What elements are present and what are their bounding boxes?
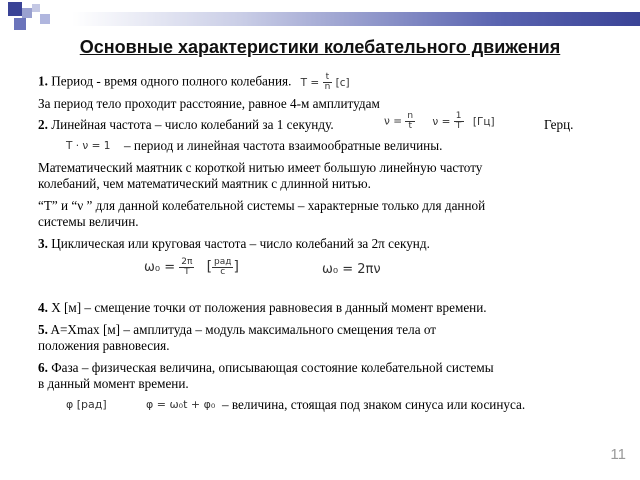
decor-square: [32, 4, 40, 12]
decor-square: [8, 2, 22, 16]
line-cyclic-frequency: 3. Циклическая или круговая частота – число колебаний за 2π секунд.: [38, 236, 430, 251]
line-linear-frequency: 2. Линейная частота – число колебаний за 1 секунду.: [38, 117, 334, 132]
header-gradient-bar: [72, 12, 640, 26]
line-phase-1: 6. Фаза – физическая величина, описывающая состояние колебательной системы: [38, 360, 494, 375]
line-phase-2: в данный момент времени.: [38, 376, 189, 391]
formula-phase-unit: φ [рад]: [66, 398, 107, 411]
slide-title: Основные характеристики колебательного движения: [79, 37, 561, 57]
decor-square: [40, 14, 50, 24]
line-displacement: 4. X [м] – смещение точки от положения равновесия в данный момент времени.: [38, 300, 487, 315]
line-relation: – период и линейная частота взаимообратные величины.: [124, 138, 443, 153]
page-number: 11: [610, 446, 626, 463]
line-amplitude-2: положения равновесия.: [38, 338, 170, 353]
line-period-distance: За период тело проходит расстояние, равное 4-м амплитудам: [38, 96, 380, 111]
decor-square: [22, 8, 32, 18]
formula-frequency: ν = $\frac{n}{t}$ ν = $\frac{1}{T}$ [Гц]: [384, 111, 495, 131]
formula-period: T = $\frac{t}{n}$ [c]: [300, 72, 350, 92]
line-characteristic-1: “Т” и “ν ” для данной колебательной системы – характерные только для данной: [38, 198, 486, 213]
decor-square: [14, 18, 26, 30]
line-pendulum-1: Математический маятник с короткой нитью имеет большую линейную частоту: [38, 160, 483, 175]
line-period: 1. Период - время одного полного колебания. T = $\frac{t}{n}$ [c]: [38, 72, 350, 92]
formula-phase: φ = ω₀t + φ₀: [146, 398, 216, 411]
formula-omega-nu: ω₀ = 2πν: [322, 262, 381, 277]
line-phase-desc: – величина, стоящая под знаком синуса или косинуса.: [222, 397, 526, 412]
line-pendulum-2: колебаний, чем математический маятник с длинной нитью.: [38, 176, 371, 191]
formula-omega: ω₀ = $\frac{2\pi}{T}$ [ $\frac{\text{рад}}{с}$ ]: [144, 257, 239, 277]
unit-hertz: Герц.: [544, 117, 574, 132]
line-characteristic-2: системы величин.: [38, 214, 139, 229]
line-amplitude-1: 5. A=Xmax [м] – амплитуда – модуль максимального смещения тела от: [38, 322, 437, 337]
formula-relation: T · ν = 1: [66, 140, 111, 152]
